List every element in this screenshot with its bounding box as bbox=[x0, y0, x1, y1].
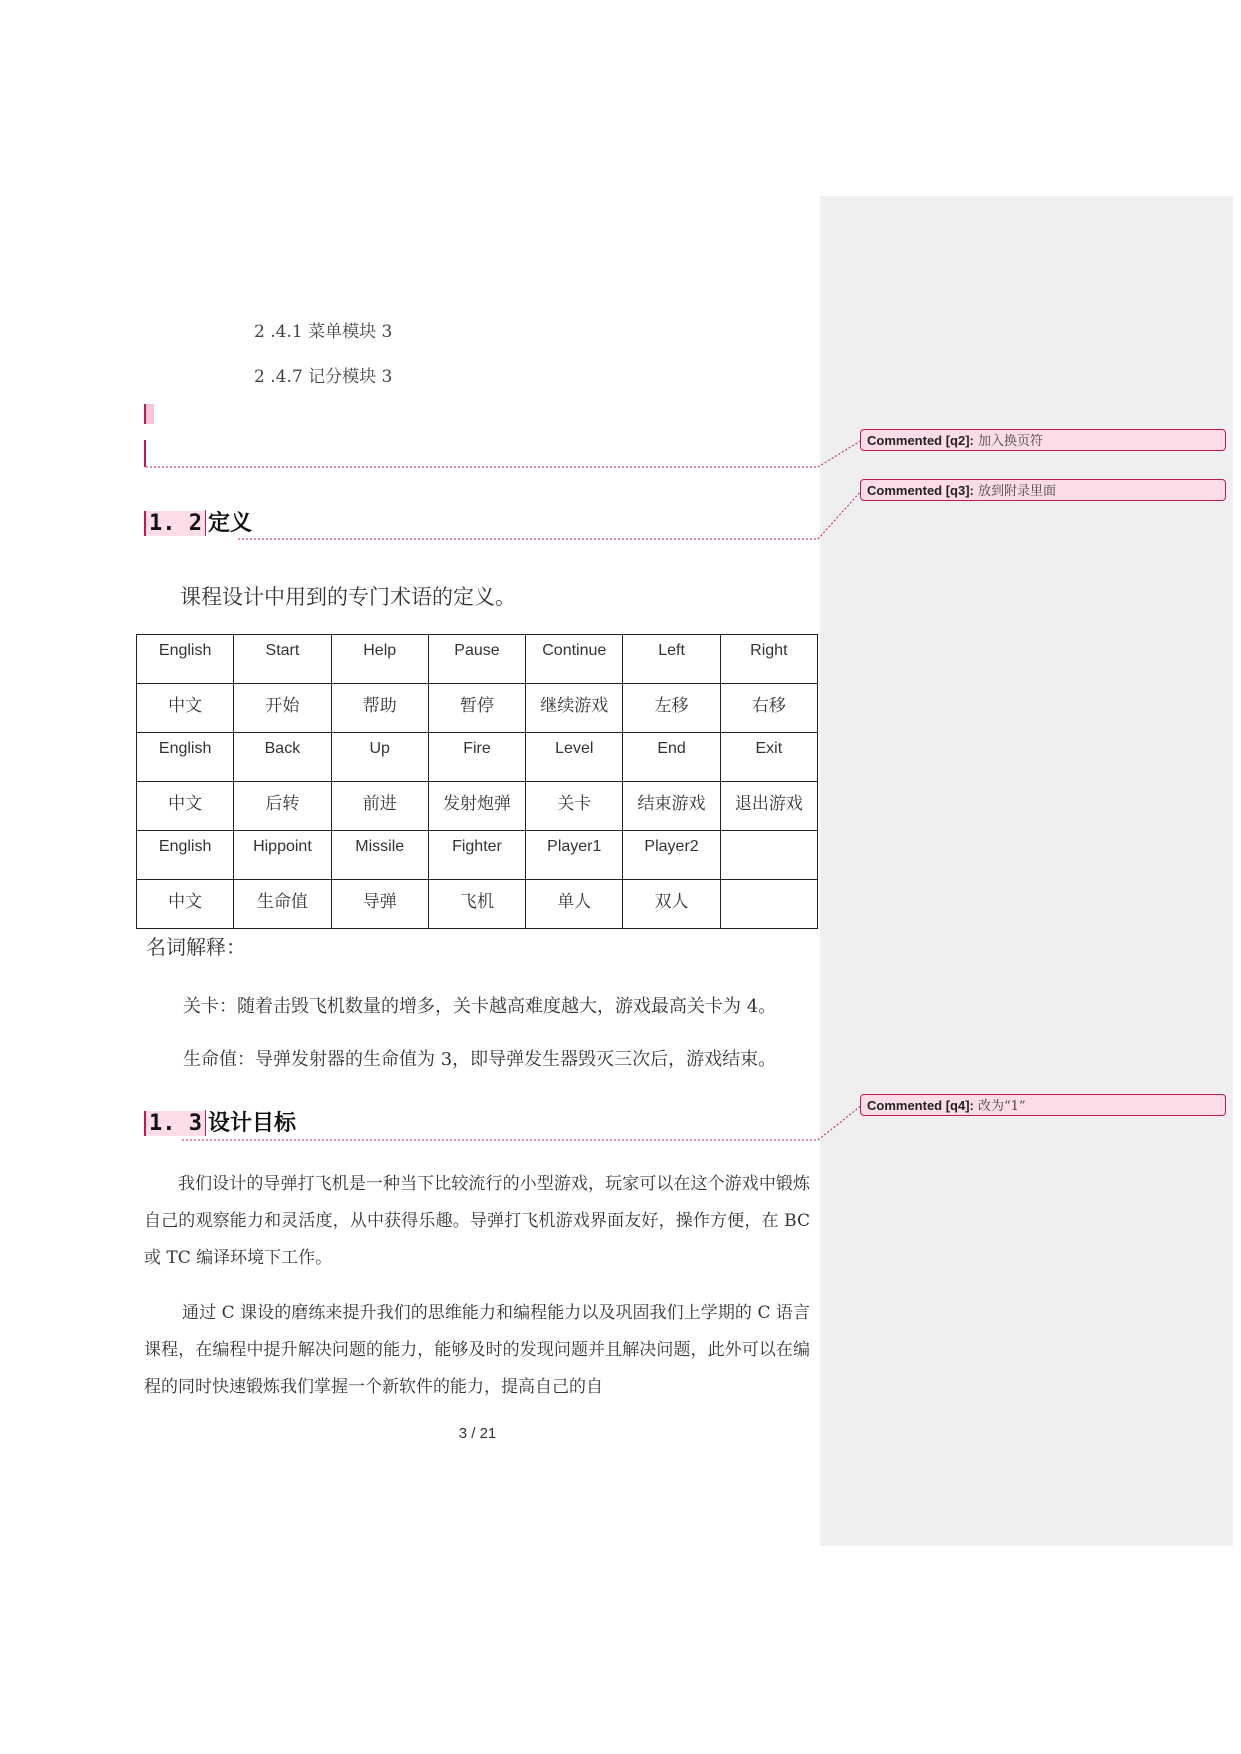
table-cell: 关卡 bbox=[526, 782, 623, 831]
table-cell: 导弹 bbox=[331, 880, 428, 929]
table-cell: Fighter bbox=[428, 831, 525, 880]
table-cell: 单人 bbox=[526, 880, 623, 929]
comment-anchor-bar bbox=[144, 440, 146, 467]
table-cell: Up bbox=[331, 733, 428, 782]
table-cell: Hippoint bbox=[234, 831, 331, 880]
section-title: 定义 bbox=[205, 510, 252, 536]
table-row bbox=[137, 831, 818, 880]
table-cell: Player1 bbox=[526, 831, 623, 880]
table-cell: Continue bbox=[526, 635, 623, 684]
table-row bbox=[137, 684, 818, 733]
table-cell: Missile bbox=[331, 831, 428, 880]
comment-q4[interactable] bbox=[860, 1094, 1226, 1116]
table-row bbox=[137, 782, 818, 831]
table-cell: Pause bbox=[428, 635, 525, 684]
paragraph-goals: 我们设计的导弹打飞机是一种当下比较流行的小型游戏，玩家可以在这个游戏中锻炼自己的观察能力和灵活度，从中获得乐趣。导弹打飞机游戏界面友好，操作方便，在 BC 或 TC 编译环境下工作。 bbox=[144, 1174, 810, 1268]
section-number: 1. 2 bbox=[144, 511, 205, 536]
table-row bbox=[137, 880, 818, 929]
toc-entry[interactable]: 2 .4.1 菜单模块 3 bbox=[254, 322, 393, 342]
table-cell: 左移 bbox=[623, 684, 720, 733]
section-heading-1-2 bbox=[144, 508, 252, 539]
table-cell: Left bbox=[623, 635, 720, 684]
section-heading-1-3 bbox=[144, 1108, 296, 1139]
table-cell: English bbox=[137, 733, 234, 782]
comment-anchor-bar bbox=[144, 404, 146, 424]
table-cell: 开始 bbox=[234, 684, 331, 733]
terms-table bbox=[136, 634, 818, 929]
comment-label: Commented [q3]: bbox=[867, 483, 974, 498]
section-number: 1. 3 bbox=[144, 1111, 205, 1136]
table-cell: Right bbox=[720, 635, 817, 684]
comment-label: Commented [q2]: bbox=[867, 433, 974, 448]
table-cell: Level bbox=[526, 733, 623, 782]
table-cell bbox=[720, 880, 817, 929]
comment-label: Commented [q4]: bbox=[867, 1098, 974, 1113]
comment-text: 加入换页符 bbox=[978, 434, 1044, 449]
table-cell: Help bbox=[331, 635, 428, 684]
table-cell: Fire bbox=[428, 733, 525, 782]
table-cell: 生命值 bbox=[234, 880, 331, 929]
page-number: 3 / 21 bbox=[458, 1425, 497, 1442]
table-cell: 双人 bbox=[623, 880, 720, 929]
table-cell: 继续游戏 bbox=[526, 684, 623, 733]
table-cell: 暂停 bbox=[428, 684, 525, 733]
table-cell: End bbox=[623, 733, 720, 782]
table-cell: 中文 bbox=[137, 684, 234, 733]
intro-text: 课程设计中用到的专门术语的定义。 bbox=[180, 585, 516, 609]
connector-q2 bbox=[146, 440, 862, 467]
comment-text: 改为“1” bbox=[978, 1099, 1026, 1114]
glossary-title: 名词解释： bbox=[146, 935, 246, 959]
table-cell: Back bbox=[234, 733, 331, 782]
table-cell: 后转 bbox=[234, 782, 331, 831]
toc-entry[interactable]: 2 .4.7 记分模块 3 bbox=[254, 367, 393, 387]
table-cell: 结束游戏 bbox=[623, 782, 720, 831]
table-cell: 右移 bbox=[720, 684, 817, 733]
table-cell: 退出游戏 bbox=[720, 782, 817, 831]
table-cell: 中文 bbox=[137, 782, 234, 831]
comment-text: 放到附录里面 bbox=[978, 484, 1057, 499]
paragraph-skills: 通过 C 课设的磨练来提升我们的思维能力和编程能力以及巩固我们上学期的 C 语言课程，在编程中提升解决问题的能力，能够及时的发现问题并且解决问题，此外可以在编程的同时快速锻炼我们掌握一个新软件的能力，提高自己的自 bbox=[144, 1303, 810, 1397]
section-title: 设计目标 bbox=[205, 1110, 296, 1136]
table-cell: 发射炮弹 bbox=[428, 782, 525, 831]
table-cell: English bbox=[137, 831, 234, 880]
table-row bbox=[137, 733, 818, 782]
comment-q2[interactable] bbox=[860, 429, 1226, 451]
table-cell: English bbox=[137, 635, 234, 684]
table-cell: Exit bbox=[720, 733, 817, 782]
connector-q3 bbox=[238, 490, 862, 539]
table-cell: Start bbox=[234, 635, 331, 684]
glossary-item: 关卡：随着击毁飞机数量的增多，关卡越高难度越大，游戏最高关卡为 4。 bbox=[183, 996, 777, 1017]
table-cell bbox=[720, 831, 817, 880]
table-cell: 帮助 bbox=[331, 684, 428, 733]
glossary-item: 生命值：导弹发射器的生命值为 3，即导弹发生器毁灭三次后，游戏结束。 bbox=[183, 1049, 777, 1070]
table-cell: 中文 bbox=[137, 880, 234, 929]
table-row bbox=[137, 635, 818, 684]
table-cell: Player2 bbox=[623, 831, 720, 880]
table-cell: 飞机 bbox=[428, 880, 525, 929]
comment-q3[interactable] bbox=[860, 479, 1226, 501]
table-cell: 前进 bbox=[331, 782, 428, 831]
